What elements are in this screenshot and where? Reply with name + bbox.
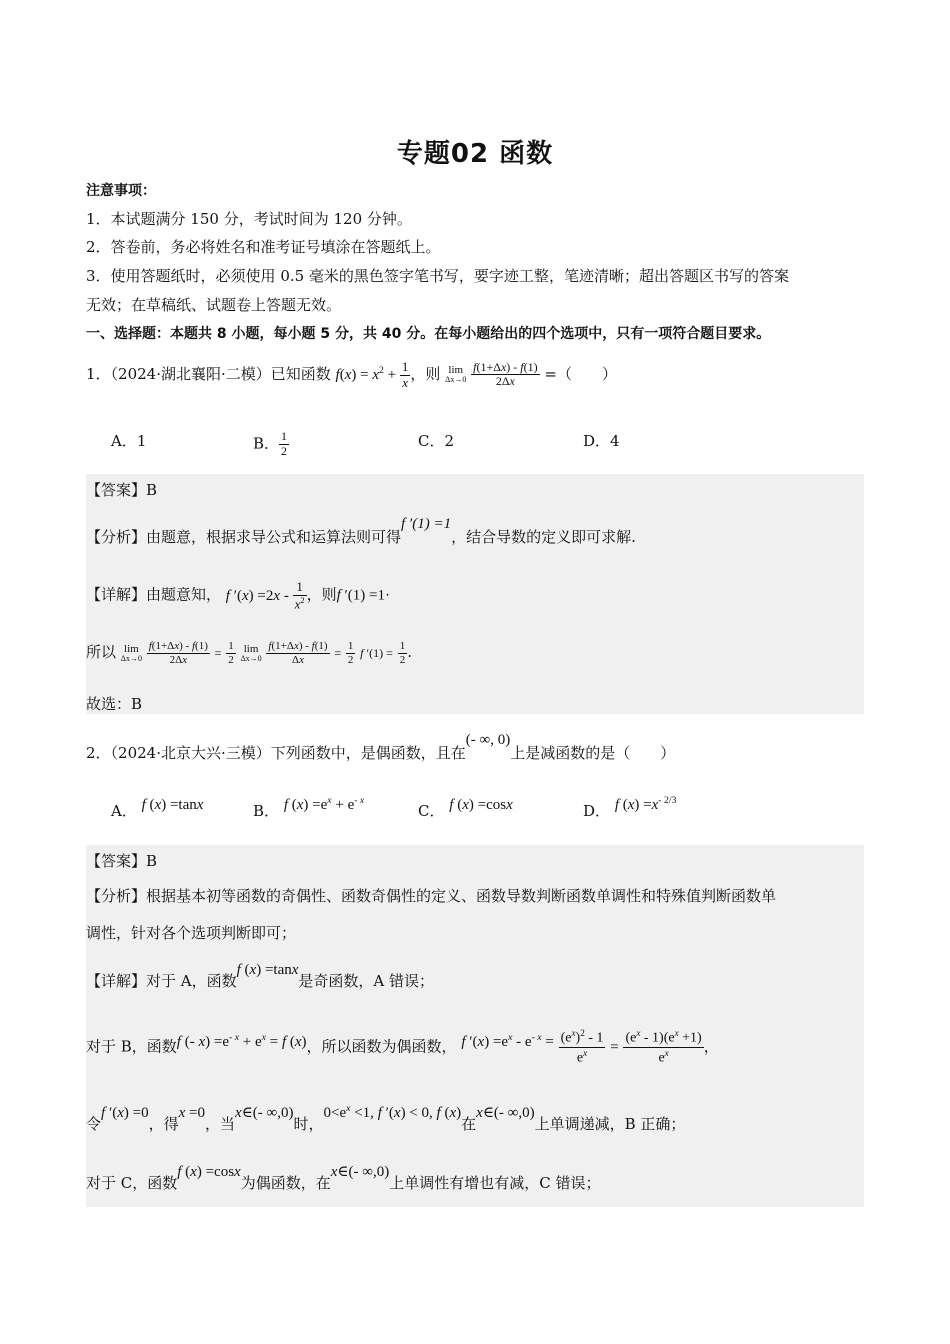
q1-difference-quotient: $\frac{f(1+\Delta x) - f(1)}{2\Delta x}$ (473, 359, 538, 389)
q1-detail: 【详解】由题意知， f ′(x) =2x - $\frac{1}{x^2}$ ，则f ′(1) =1· (86, 579, 390, 612)
q1-option-b[interactable]: B． $\frac{1}{2}$ (253, 429, 288, 458)
notice-item-1: 1．本试题满分 150 分，考试时间为 120 分钟。 (86, 210, 412, 228)
notice-heading: 注意事项： (86, 183, 156, 199)
q2-analysis-line1: 【分析】根据基本初等函数的奇偶性、函数奇偶性的定义、函数导数判断函数单调性和特殊值判断函数单 (86, 887, 777, 905)
notice-item-2: 2．答卷前，务必将姓名和准考证号填涂在答题纸上。 (86, 238, 441, 256)
q1-function-formula: $f(x) = x^2$ + $\frac{1}{x}$ (335, 359, 409, 390)
q2-detail-a: 【详解】对于 A，函数f (x) =tanx是奇函数，A 错误； (86, 962, 435, 990)
q1-option-d[interactable]: D．4 (583, 432, 620, 450)
question-2-stem: 2．（2024·北京大兴·三模）下列函数中，是偶函数，且在(- ∞, 0)上是减函数的是（ ） (86, 732, 676, 762)
q2-option-d[interactable]: D． f $(x) =x^{- 2/3}$ (583, 795, 677, 820)
notice-item-3a: 3．使用答题纸时，必须使用 0.5 毫米的黑色签字笔书写，要字迹工整，笔迹清晰；超出答题区书写的答案 (86, 267, 789, 285)
q1-analysis: 【分析】由题意，根据求导公式和运算法则可得f ′(1) =1，结合导数的定义即可求解. (86, 516, 636, 546)
q1-limit-derivation: 所以 lim Δx→0 $\frac{f(1+\Delta x) - f(1)}{2\Delta x}$ = $\frac{1}{2}$ lim Δx→0 $\frac{f(1+\Delta x) - f(1)}{\Delta x}$ = $\frac{1}{2}$ f ′(1) = $\frac{1}{2}$ . (86, 640, 412, 666)
q2-detail-b-monotonic: 令f ′(x) =0，得x =0，当x∈(- ∞,0)时，$0<e^x <1$, f ′(x) < 0, f (x)在x∈(- ∞,0)上单调递减，B 正确； (86, 1103, 686, 1133)
q2-detail-b: 对于 B，函数f (- $x) =e^{- x} + e^x = f$ (x)，所以函数为偶函数， f $'(x) =e^x - e^{- x}$ = $\frac{(e^x)^2 - 1}{e^x}$ = $\frac{(e^x - 1)(e^x +1)}{e^x}$ ， (86, 1028, 719, 1066)
q2-detail-c: 对于 C，函数f (x) =cosx为偶函数，在x∈(- ∞,0)上单调性有增也有减，C 错误； (86, 1164, 601, 1192)
q1-derivative-formula: f ′(x) =2x - $\frac{1}{x^2}$ (225, 579, 305, 612)
q2-option-a[interactable]: A． f (x) =tanx (111, 797, 204, 820)
q1-answer: 【答案】B (86, 481, 158, 499)
q2-analysis-line2: 调性，针对各个选项判断即可； (86, 924, 297, 942)
page-title: 专题02 函数 (396, 139, 554, 169)
q1-option-c[interactable]: C．2 (418, 432, 455, 450)
question-1-stem: 1．（2024·湖北襄阳·二模）已知函数 $f(x) = x^2$ + $\frac{1}{x}$ ，则 lim Δx→0 $\frac{f(1+\Delta x) - f(1)}{2\Delta x}$ =（ ） (86, 359, 617, 390)
q2-option-b[interactable]: B． f $(x) =e^x + e^{- x}$ (253, 795, 365, 820)
section-heading: 一、选择题：本题共 8 小题，每小题 5 分，共 40 分。在每小题给出的四个选项中，只有一项符合题目要求。 (86, 326, 771, 342)
q2-option-c[interactable]: C． f (x) =cosx (418, 797, 513, 820)
notice-item-3b: 无效；在草稿纸、试题卷上答题无效。 (86, 296, 342, 314)
q2-answer: 【答案】B (86, 852, 158, 870)
q1-limit-symbol: lim Δx→0 (445, 364, 467, 385)
q1-option-a[interactable]: A．1 (111, 432, 147, 450)
q1-conclusion: 故选：B (86, 695, 143, 713)
